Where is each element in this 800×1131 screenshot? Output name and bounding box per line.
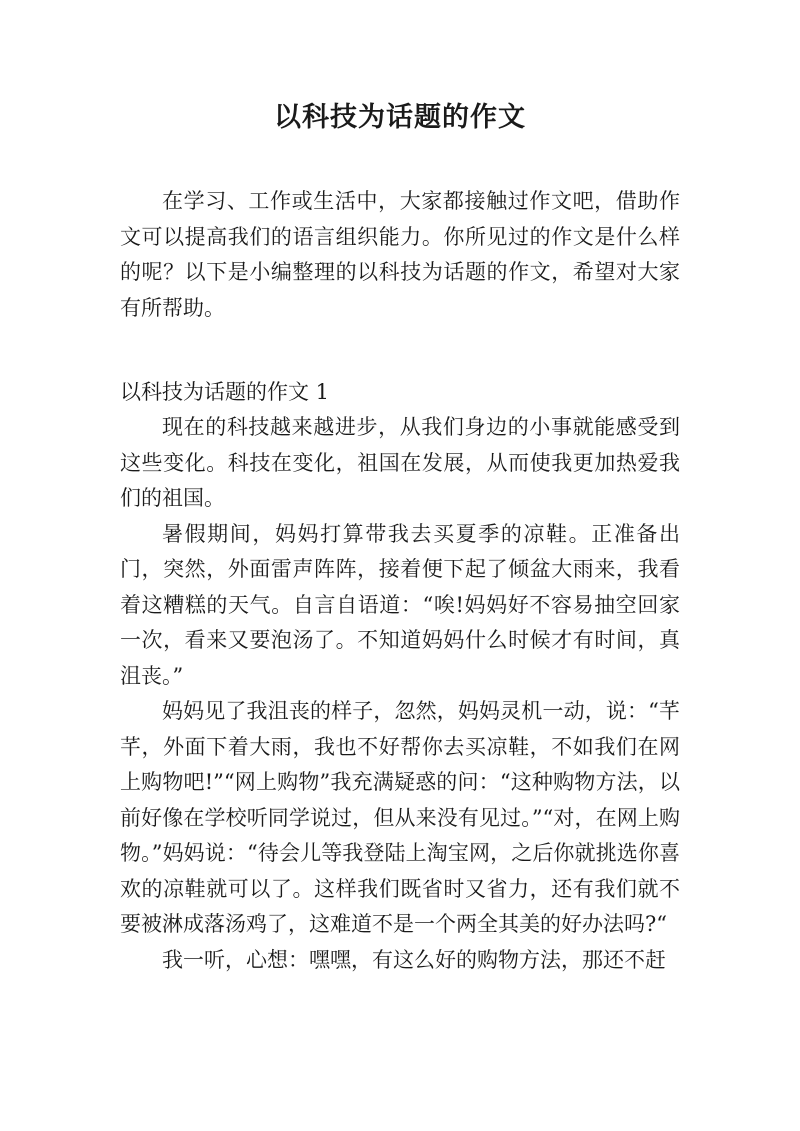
essay-body <box>120 410 680 978</box>
essay-paragraph: 妈妈见了我沮丧的样子，忽然，妈妈灵机一动，说：“芊芊，外面下着大雨，我也不好帮你去买凉鞋，不如我们在网上购物吧!”“网上购物”我充满疑惑的问：“这种购物方法，以前好像在学校听同学说过，但从来没有见过。”“对，在网上购物。”妈妈说：“待会儿等我登陆上淘宝网，之后你就挑选你喜欢的凉鞋就可以了。这样我们既省时又省力，还有我们就不要被淋成落汤鸡了，这难道不是一个两全其美的好办法吗?“ <box>120 699 680 936</box>
section-heading: 以科技为话题的作文 1 <box>120 380 330 404</box>
document-title: 以科技为话题的作文 <box>274 102 526 133</box>
intro-text: 在学习、工作或生活中，大家都接触过作文吧，借助作文可以提高我们的语言组织能力。你所见过的作文是什么样的呢？以下是小编整理的以科技为话题的作文，希望对大家有所帮助。 <box>120 189 680 320</box>
essay-paragraph: 暑假期间，妈妈打算带我去买夏季的凉鞋。正准备出门，突然，外面雷声阵阵，接着便下起了倾盆大雨来，我看着这糟糕的天气。自言自语道：“唉!妈妈好不容易抽空回家一次，看来又要泡汤了。不知道妈妈什么时候才有时间，真沮丧。” <box>120 521 680 688</box>
essay-paragraph: 现在的科技越来越进步，从我们身边的小事就能感受到这些变化。科技在变化，祖国在发展，从而使我更加热爱我们的祖国。 <box>120 415 680 510</box>
intro-paragraph <box>120 184 680 326</box>
essay-paragraph: 我一听，心想：嘿嘿，有这么好的购物方法，那还不赶 <box>162 947 666 972</box>
